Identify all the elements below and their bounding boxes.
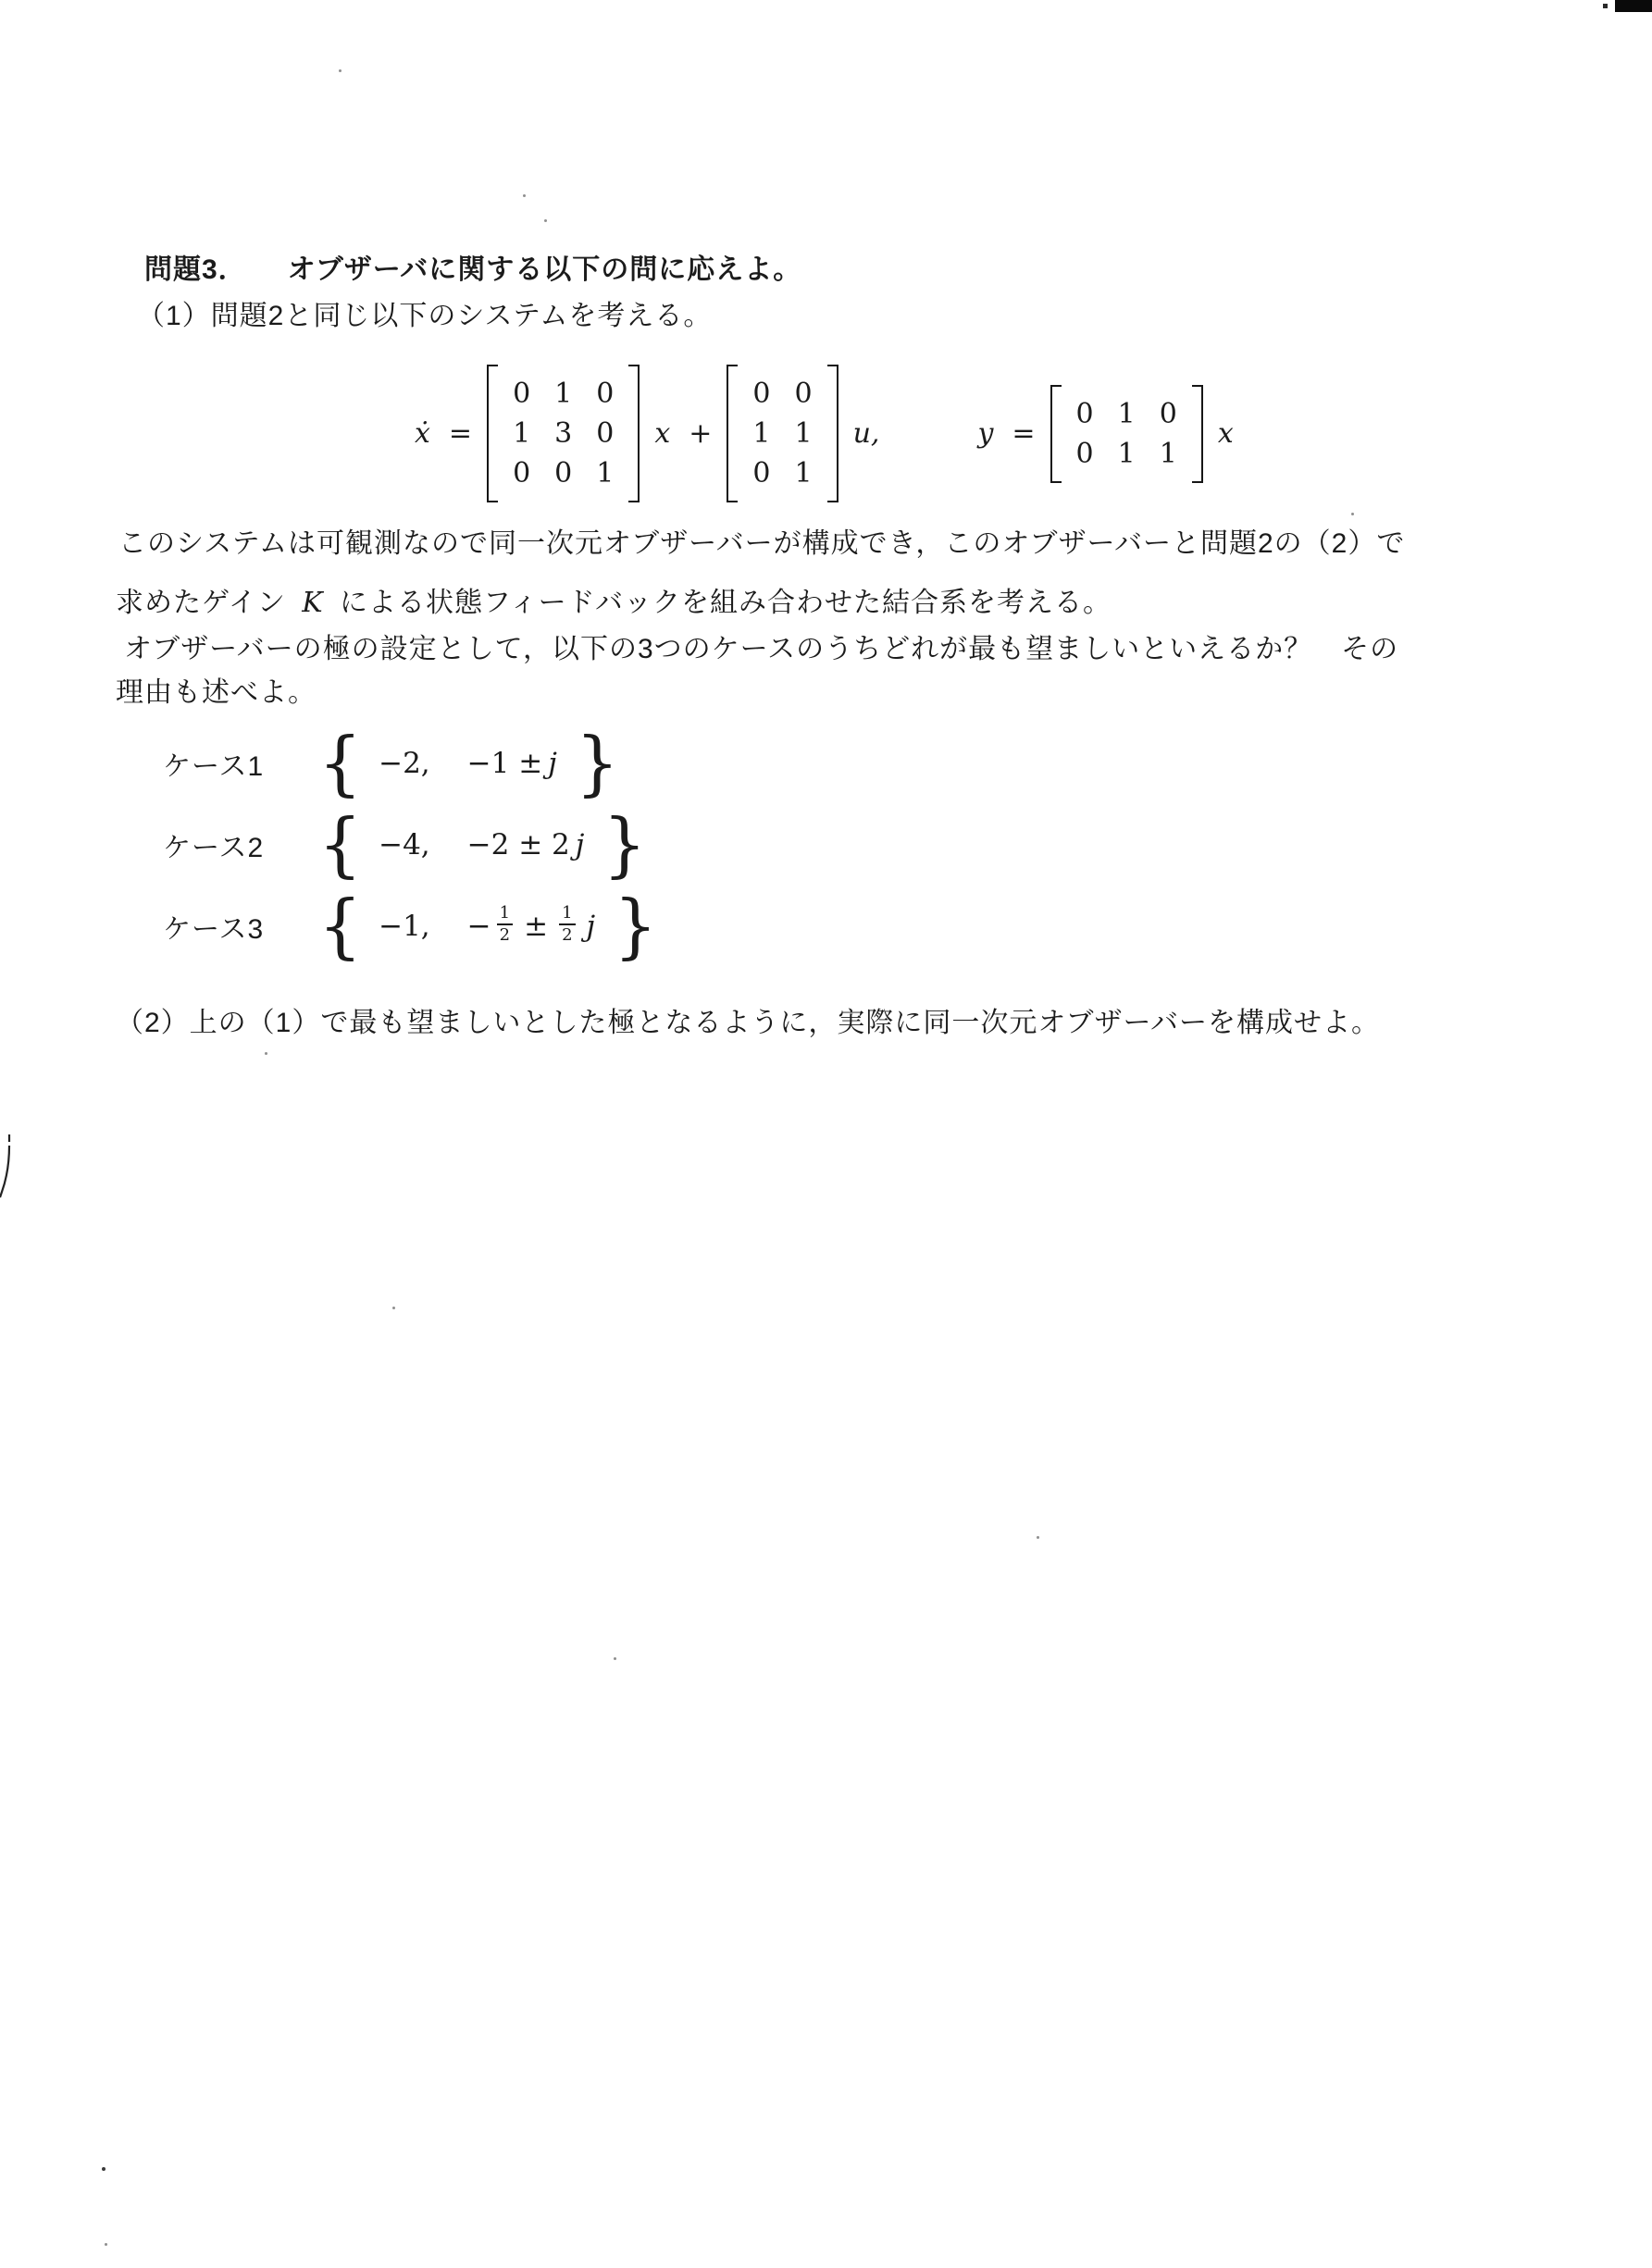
scan-speck (339, 69, 342, 72)
pole-value (467, 747, 559, 780)
scan-speck (105, 2243, 107, 2246)
pole-value: −2, (379, 747, 430, 780)
left-bracket (727, 365, 738, 502)
matrix-C (1050, 385, 1203, 483)
case2-row (163, 804, 647, 886)
matrix-cell: 1 (794, 457, 813, 490)
matrix-cell: 1 (752, 417, 771, 450)
right-bracket (827, 365, 838, 502)
equals-sign: = (1012, 417, 1036, 450)
matrix-cell: 0 (752, 457, 771, 490)
matrix-cell: 0 (513, 378, 531, 410)
scan-speck (1037, 1536, 1039, 1539)
x-symbol: x (654, 417, 671, 450)
case1-poles (379, 747, 559, 780)
equals-sign: = (448, 417, 473, 450)
close-brace: } (614, 886, 658, 967)
matrix-cell: 0 (1159, 397, 1177, 430)
open-brace: { (318, 804, 363, 886)
case3-poles (379, 903, 597, 947)
matrix-cell: 3 (554, 417, 573, 450)
pole-value (466, 903, 598, 947)
part1-heading (137, 298, 712, 335)
problem-heading (144, 252, 801, 289)
paragraph2-line2: 理由も述べよ。 (116, 677, 317, 708)
matrix-cell: 1 (1159, 437, 1177, 470)
paragraph1-line2 (116, 585, 1112, 622)
matrix-cell: 0 (1075, 397, 1094, 430)
case2-poles (379, 828, 586, 861)
scan-speck (265, 1052, 267, 1055)
close-brace: } (602, 804, 647, 886)
pole-value: −1, (379, 910, 430, 943)
problem-statement: オブザーバに関する以下の問に応えよ。 (287, 254, 802, 285)
y-symbol: y (977, 417, 994, 450)
matrix-cell: 0 (554, 457, 573, 490)
matrix-cell: 0 (752, 378, 771, 410)
x-symbol: x (1217, 417, 1234, 450)
plus-minus-sign: ± (524, 910, 549, 943)
matrix-cell: 0 (513, 457, 531, 490)
scan-artifact-edge-stroke (0, 1131, 15, 1200)
u-symbol: u, (852, 417, 880, 450)
scan-speck (523, 194, 526, 197)
right-bracket (628, 365, 640, 502)
left-bracket (487, 365, 498, 502)
matrix-A (487, 365, 640, 502)
scan-artifact-corner-bar (1615, 0, 1652, 12)
j-symbol: j (586, 910, 596, 943)
part2-text: （2）上の（1）で最も望ましいとした極となるように，実際に同一次元オブザーバーを構成せよ。 (116, 1008, 1380, 1038)
scan-speck (392, 1307, 395, 1309)
j-symbol: j (548, 747, 557, 780)
xdot-symbol: ẋ (415, 417, 430, 450)
pole-complex-part: −2 ± 2 (466, 828, 570, 861)
matrix-cell: 1 (596, 457, 615, 490)
scan-speck (102, 2167, 106, 2171)
fraction-one-half: $\frac{1}{2}$ (497, 904, 513, 945)
gain-K-symbol: K (302, 587, 324, 619)
problem-number: 問題3． (144, 254, 247, 285)
right-bracket (1192, 385, 1203, 483)
matrix-cell: 0 (794, 378, 813, 410)
scan-speck (614, 1657, 616, 1660)
matrix-cell: 1 (1117, 437, 1136, 470)
pole-value (467, 828, 587, 861)
matrix-cell: 1 (513, 417, 531, 450)
case3-row (163, 886, 658, 967)
left-bracket (1050, 385, 1062, 483)
paragraph1-line1: このシステムは可観測なので同一次元オブザーバーが構成でき，このオブザーバーと問題2の（2）で (118, 528, 1406, 559)
plus-sign: + (689, 417, 713, 450)
scan-speck (544, 219, 547, 222)
case3-label: ケース3 (163, 914, 265, 945)
case1-row (163, 723, 619, 804)
case1-label: ケース1 (163, 751, 265, 782)
part1-text: 問題2と同じ以下のシステムを考える。 (210, 301, 713, 331)
matrix-cell: 0 (1075, 437, 1094, 470)
matrix-cell: 0 (596, 378, 615, 410)
open-brace: { (318, 886, 363, 967)
pole-complex-part: −1 ± (466, 747, 543, 780)
matrix-B (727, 365, 838, 502)
paragraph1-line2-pre: 求めたゲイン (116, 588, 286, 618)
part1-number: （1） (137, 301, 211, 331)
scan-artifact-corner-dot (1603, 4, 1608, 8)
matrix-cell: 1 (794, 417, 813, 450)
fraction-one-half: $\frac{1}{2}$ (559, 904, 575, 945)
open-brace: { (318, 723, 363, 804)
paragraph2-line1: オブザーバーの極の設定として，以下の3つのケースのうちどれが最も望ましいといえるか？ その (124, 634, 1399, 664)
state-space-equation (405, 365, 1243, 502)
scan-speck (1351, 513, 1354, 515)
pole-value: −4, (379, 828, 430, 861)
minus-sign: − (466, 910, 491, 943)
paragraph1-line2-post: による状態フィードバックを組み合わせた結合系を考える。 (340, 588, 1112, 618)
close-brace: } (575, 723, 619, 804)
case2-label: ケース2 (163, 833, 265, 863)
matrix-cell: 1 (1117, 397, 1136, 430)
matrix-cell: 0 (596, 417, 615, 450)
j-symbol: j (575, 828, 585, 861)
matrix-cell: 1 (554, 378, 573, 410)
